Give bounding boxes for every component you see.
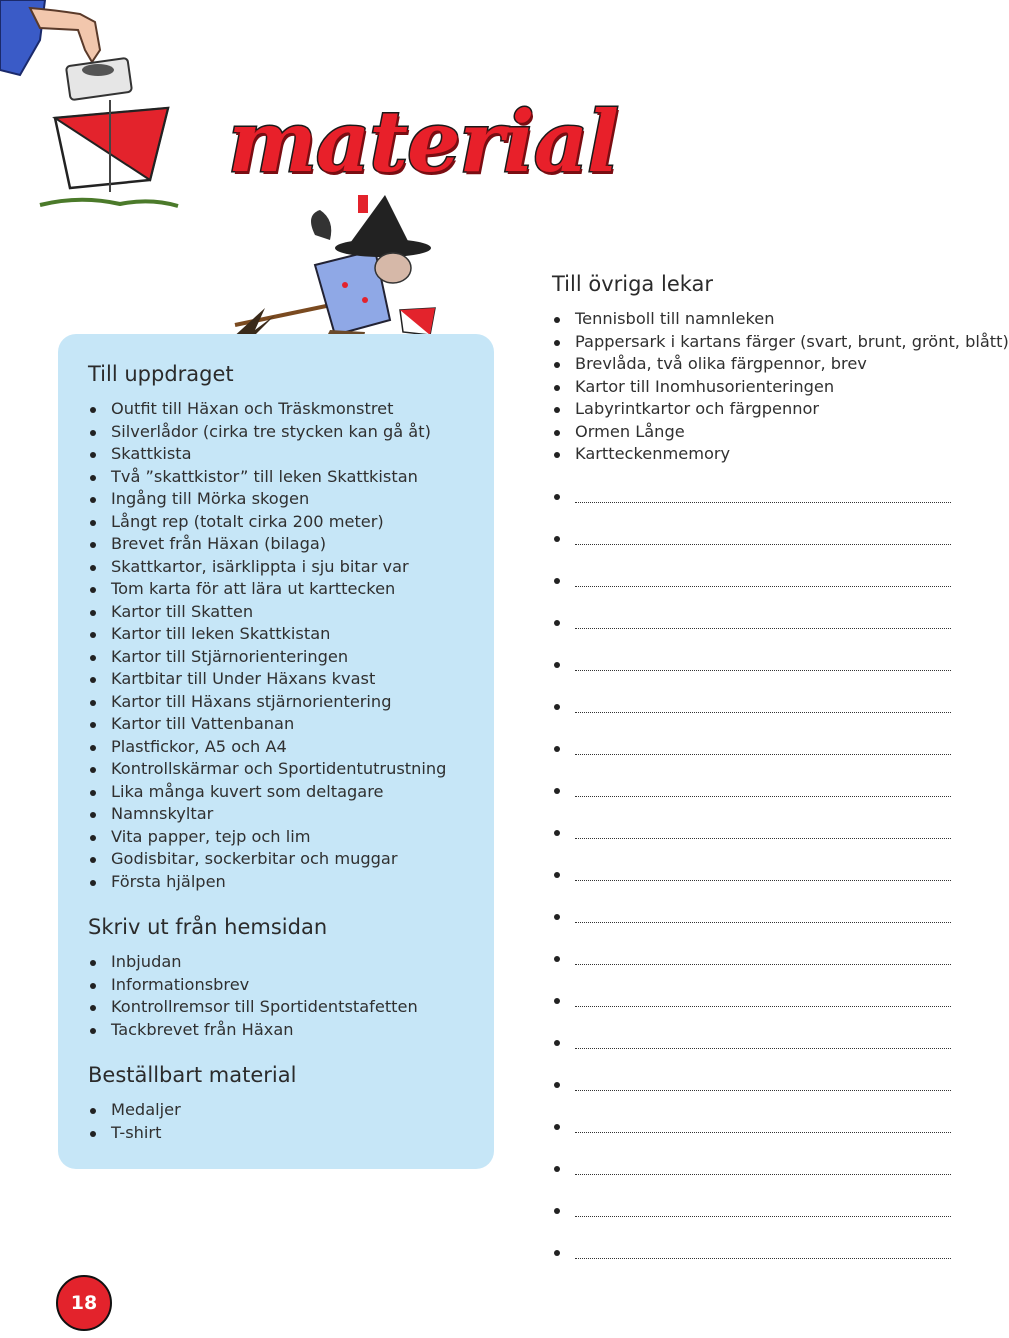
list-item: Kontrollskärmar och Sportidentutrustning [88,758,446,781]
dotted-fill-line [575,1034,951,1049]
list-item: Tom karta för att lära ut karttecken [88,578,446,601]
blank-line-item [552,1118,951,1160]
list-hemsidan [88,951,418,1041]
dotted-fill-line [575,530,951,545]
blank-line-item [552,782,951,824]
blank-line-item [552,950,951,992]
blank-line-item [552,740,951,782]
page-number: 18 [56,1275,112,1331]
section-heading-bestallbart: Beställbart material [88,1063,297,1087]
dotted-fill-line [575,1076,951,1091]
dotted-fill-line [575,698,951,713]
dotted-fill-line [575,614,951,629]
list-item: Kartteckenmemory [552,443,1009,466]
list-item: Kartor till Stjärnorienteringen [88,646,446,669]
list-bestallbart [88,1099,181,1144]
blank-line-item [552,824,951,866]
list-item: Medaljer [88,1099,181,1122]
dotted-fill-line [575,908,951,923]
blank-line-item [552,1034,951,1076]
list-item: Kartor till Inomhusorienteringen [552,376,1009,399]
list-uppdraget [88,398,446,893]
list-item: Långt rep (totalt cirka 200 meter) [88,511,446,534]
list-item: Labyrintkartor och färgpennor [552,398,1009,421]
list-item: Kontrollremsor till Sportidentstafetten [88,996,418,1019]
dotted-fill-line [575,992,951,1007]
dotted-fill-line [575,866,951,881]
blank-line-item [552,488,951,530]
witch-illustration [225,190,465,350]
dotted-fill-line [575,488,951,503]
blank-line-item [552,698,951,740]
list-ovriga-lekar [552,308,1009,466]
blank-line-item [552,1202,951,1244]
section-heading-uppdraget: Till uppdraget [88,362,234,386]
hand-control-flag-illustration [0,0,185,215]
dotted-fill-line [575,1160,951,1175]
list-item: Godisbitar, sockerbitar och muggar [88,848,446,871]
dotted-fill-line [575,740,951,755]
dotted-fill-line [575,1118,951,1133]
dotted-fill-line [575,656,951,671]
list-item: Kartor till Skatten [88,601,446,624]
list-item: Informationsbrev [88,974,418,997]
blank-line-item [552,1160,951,1202]
blank-lines-list [552,488,951,1286]
list-item: Vita papper, tejp och lim [88,826,446,849]
list-item: Brevet från Häxan (bilaga) [88,533,446,556]
dotted-fill-line [575,950,951,965]
list-item: Silverlådor (cirka tre stycken kan gå åt) [88,421,446,444]
list-item: Skattkartor, isärklippta i sju bitar var [88,556,446,579]
section-heading-ovriga-lekar: Till övriga lekar [552,272,714,296]
dotted-fill-line [575,1244,951,1259]
list-item: Outfit till Häxan och Träskmonstret [88,398,446,421]
list-item: Namnskyltar [88,803,446,826]
list-item: Två ”skattkistor” till leken Skattkistan [88,466,446,489]
dotted-fill-line [575,782,951,797]
list-item: Skattkista [88,443,446,466]
list-item: Kartor till leken Skattkistan [88,623,446,646]
list-item: Kartor till Häxans stjärnorientering [88,691,446,714]
page-title: material [228,92,619,191]
blank-line-item [552,1244,951,1286]
list-item: Kartbitar till Under Häxans kvast [88,668,446,691]
blank-line-item [552,656,951,698]
list-item: Brevlåda, två olika färgpennor, brev [552,353,1009,376]
blank-line-item [552,530,951,572]
blank-line-item [552,572,951,614]
list-item: Första hjälpen [88,871,446,894]
blank-line-item [552,908,951,950]
list-item: Tackbrevet från Häxan [88,1019,418,1042]
dotted-fill-line [575,1202,951,1217]
list-item: Plastfickor, A5 och A4 [88,736,446,759]
blank-line-item [552,866,951,908]
dotted-fill-line [575,824,951,839]
list-item: Kartor till Vattenbanan [88,713,446,736]
list-item: T-shirt [88,1122,181,1145]
list-item: Inbjudan [88,951,418,974]
blank-line-item [552,1076,951,1118]
list-item: Ormen Långe [552,421,1009,444]
list-item: Pappersark i kartans färger (svart, brunt, grönt, blått) [552,331,1009,354]
blank-line-item [552,992,951,1034]
list-item: Ingång till Mörka skogen [88,488,446,511]
blank-line-item [552,614,951,656]
list-item: Tennisboll till namnleken [552,308,1009,331]
dotted-fill-line [575,572,951,587]
list-item: Lika många kuvert som deltagare [88,781,446,804]
section-heading-hemsidan: Skriv ut från hemsidan [88,915,328,939]
